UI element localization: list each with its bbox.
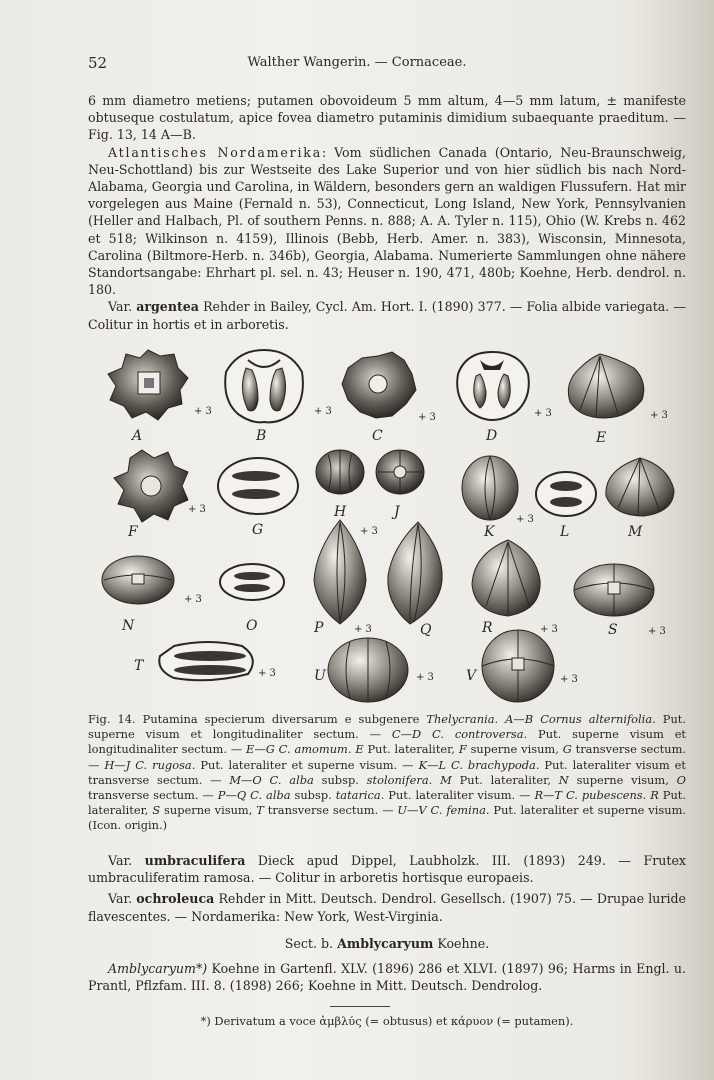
region-name: Atlantisches Nordamerika: [108, 144, 323, 160]
drawing-V: [482, 630, 554, 702]
mag-PQ: + 3: [354, 624, 372, 635]
var-name: ochroleuca: [136, 891, 215, 907]
paragraph-amblycaryum: [88, 960, 686, 994]
amblycaryum-text: Koehne in Gartenfl. XLV. (1896) 286 et XLVI. (1897) 96; Harms in Engl. u. Prantl, Pflzfam. III. 8. (1898) 266; Koehne in Mitt. Deutsch. Dendrolog.: [88, 961, 686, 994]
drawing-G: [218, 458, 298, 514]
page-header: [0, 54, 714, 74]
mag-K: + 3: [516, 514, 534, 525]
drawing-C: [342, 352, 416, 418]
drawing-B: [225, 350, 303, 422]
section-heading: [88, 935, 686, 952]
mag-R: + 3: [540, 624, 558, 635]
mag-V: + 3: [560, 674, 578, 685]
figure-14: [88, 340, 686, 710]
var-prefix: Var.: [108, 853, 133, 868]
drawing-P: [314, 520, 366, 624]
mag-S: + 3: [648, 626, 666, 637]
figure-drawings: [88, 340, 686, 710]
drawing-Q: [388, 522, 442, 624]
label-H: H: [334, 504, 347, 520]
footnote-rule: [330, 1006, 390, 1007]
label-C: C: [372, 428, 383, 444]
genus-name: Amblycaryum*): [108, 961, 208, 977]
section-author: Koehne.: [437, 935, 490, 951]
label-Q: Q: [420, 622, 432, 638]
page-number: 52: [88, 54, 108, 72]
paragraph-var-argentea: [88, 298, 686, 332]
drawing-D: [457, 352, 529, 420]
section-prefix: Sect. b.: [284, 935, 334, 951]
drawing-E: [568, 354, 643, 418]
var-prefix: Var.: [108, 299, 133, 315]
label-K: K: [484, 524, 495, 540]
drawing-F: [114, 450, 188, 522]
label-L: L: [560, 524, 570, 540]
drawing-S: [574, 564, 654, 616]
drawing-A: [108, 350, 188, 420]
label-E: E: [596, 430, 607, 446]
label-N: N: [122, 618, 135, 634]
caption-text: Fig. 14. Putamina specierum diversarum e subgenere Thelycrania. A—B Cornus alternifolia. Put. superne visum et longitudinaliter sectum. — C—D C. controversa. Put. superne visum et longitudinaliter sectum. — E—G C. amomum. E Put. lateraliter, F superne visum, G transverse sectum. — H—J C. rugosa. Put. lateraliter et superne visum. — K—L C. brachypoda. Put. lateraliter visum et transverse sectum. — M—O C. alba subsp. stolonifera. M Put. lateraliter, N superne visum, O transverse sectum. — P—Q C. alba subsp. tatarica. Put. lateraliter visum. — R—T C. pubescens. R Put. lateraliter, S superne visum, T transverse sectum. — U—V C. femina. Put. lateraliter et superne visum. (Icon. origin.): [88, 712, 687, 833]
var-text: Dieck apud Dippel, Laubholzk. III. (1893) 249. — Frutex umbraculiferatim ramosa. — Colitur in arboretis hortisque europaeis.: [88, 853, 686, 886]
label-D: D: [486, 428, 498, 444]
running-title: Walther Wangerin. — Cornaceae.: [247, 55, 467, 70]
footnote: *) Derivatum a voce ἀμβλύς (= obtusus) et κάρυον (= putamen).: [200, 1014, 574, 1028]
paragraph-description: 6 mm diametro metiens; putamen obovoideum 5 mm altum, 4—5 mm latum, ± manifeste obtuseque costulatum, apice fovea diametro putaminis dimidium subaequante praeditum. — Fig. 13, 14 A—B.: [88, 93, 686, 143]
var-name: umbraculifera: [144, 853, 246, 868]
label-V: V: [466, 668, 477, 684]
paragraph-var-umbraculifera: [88, 852, 686, 886]
label-A: A: [132, 428, 143, 444]
drawing-U: [328, 638, 408, 702]
body-text-bottom: [88, 852, 686, 994]
mag-N: + 3: [184, 594, 202, 605]
drawing-H: [316, 450, 364, 494]
mag-F: + 3: [188, 504, 206, 515]
drawing-R: [472, 540, 540, 616]
label-T: T: [134, 658, 144, 674]
drawing-M: [606, 458, 674, 516]
mag-HJ: + 3: [360, 526, 378, 537]
mag-E: + 3: [650, 410, 668, 421]
label-J: J: [394, 504, 400, 520]
label-S: S: [608, 622, 618, 638]
label-U: U: [314, 668, 326, 684]
drawing-O: [220, 564, 284, 600]
paragraph-distribution: [88, 144, 686, 299]
label-R: R: [482, 620, 493, 636]
mag-B: + 3: [314, 406, 332, 417]
label-M: M: [628, 524, 643, 540]
label-O: O: [246, 618, 258, 634]
drawing-J: [376, 450, 424, 494]
label-F: F: [128, 524, 138, 540]
drawing-N: [102, 556, 174, 604]
var-prefix: Var.: [108, 891, 133, 907]
body-text-top: [88, 92, 686, 333]
mag-U: + 3: [416, 672, 434, 683]
figure-caption: [88, 712, 686, 834]
drawing-T: [159, 642, 253, 680]
var-name: argentea: [136, 299, 199, 315]
label-G: G: [252, 522, 264, 538]
var-text: Rehder in Mitt. Deutsch. Dendrol. Gesellsch. (1907) 75. — Drupae luride flavescentes. — Nordamerika: New York, West-Virginia.: [88, 891, 686, 924]
drawing-L: [536, 472, 596, 516]
caption-fig-ref: Fig. 14.: [88, 712, 136, 726]
mag-A: + 3: [194, 406, 212, 417]
mag-T: + 3: [258, 668, 276, 679]
section-name: Amblycaryum: [337, 935, 434, 951]
mag-D: + 3: [534, 408, 552, 419]
var-text: Rehder in Bailey, Cycl. Am. Hort. I. (1890) 377. — Folia albide variegata. — Colitur in hortis et in arboretis.: [88, 299, 686, 332]
drawing-K: [462, 456, 518, 520]
distribution-text: : Vom südlichen Canada (Ontario, Neu-Braunschweig, Neu-Schottland) bis zur Westseite des Lake Superior und von hier südlich bis nach Nord-Alabama, Georgia und Carolina, in Wäldern, besonders gern an waldigen Flussufern. Hat mir vorgelegen aus Maine (Fernald n. 53), Connecticut, Long Island, New York, Pennsylvanien (Heller and Halbach, Pl. of southern Penns. n. 888; A. A. Tyler n. 115), Ohio (W. Krebs n. 462 et 518; Wilkinson n. 4159), Illinois (Bebb, Herb. Amer. n. 383), Wisconsin, Minnesota, Carolina (Biltmore-Herb. n. 346b), Georgia, Alabama. Numerierte Sammlungen ohne nähere Standortsangabe: Ehrhart pl. sel. n. 43; Heuser n. 190, 471, 480b; Koehne, Herb. dendrol. n. 180.: [88, 144, 686, 298]
paragraph-var-ochroleuca: [88, 890, 686, 924]
label-B: B: [256, 428, 267, 444]
label-P: P: [314, 620, 324, 636]
mag-C: + 3: [418, 412, 436, 423]
